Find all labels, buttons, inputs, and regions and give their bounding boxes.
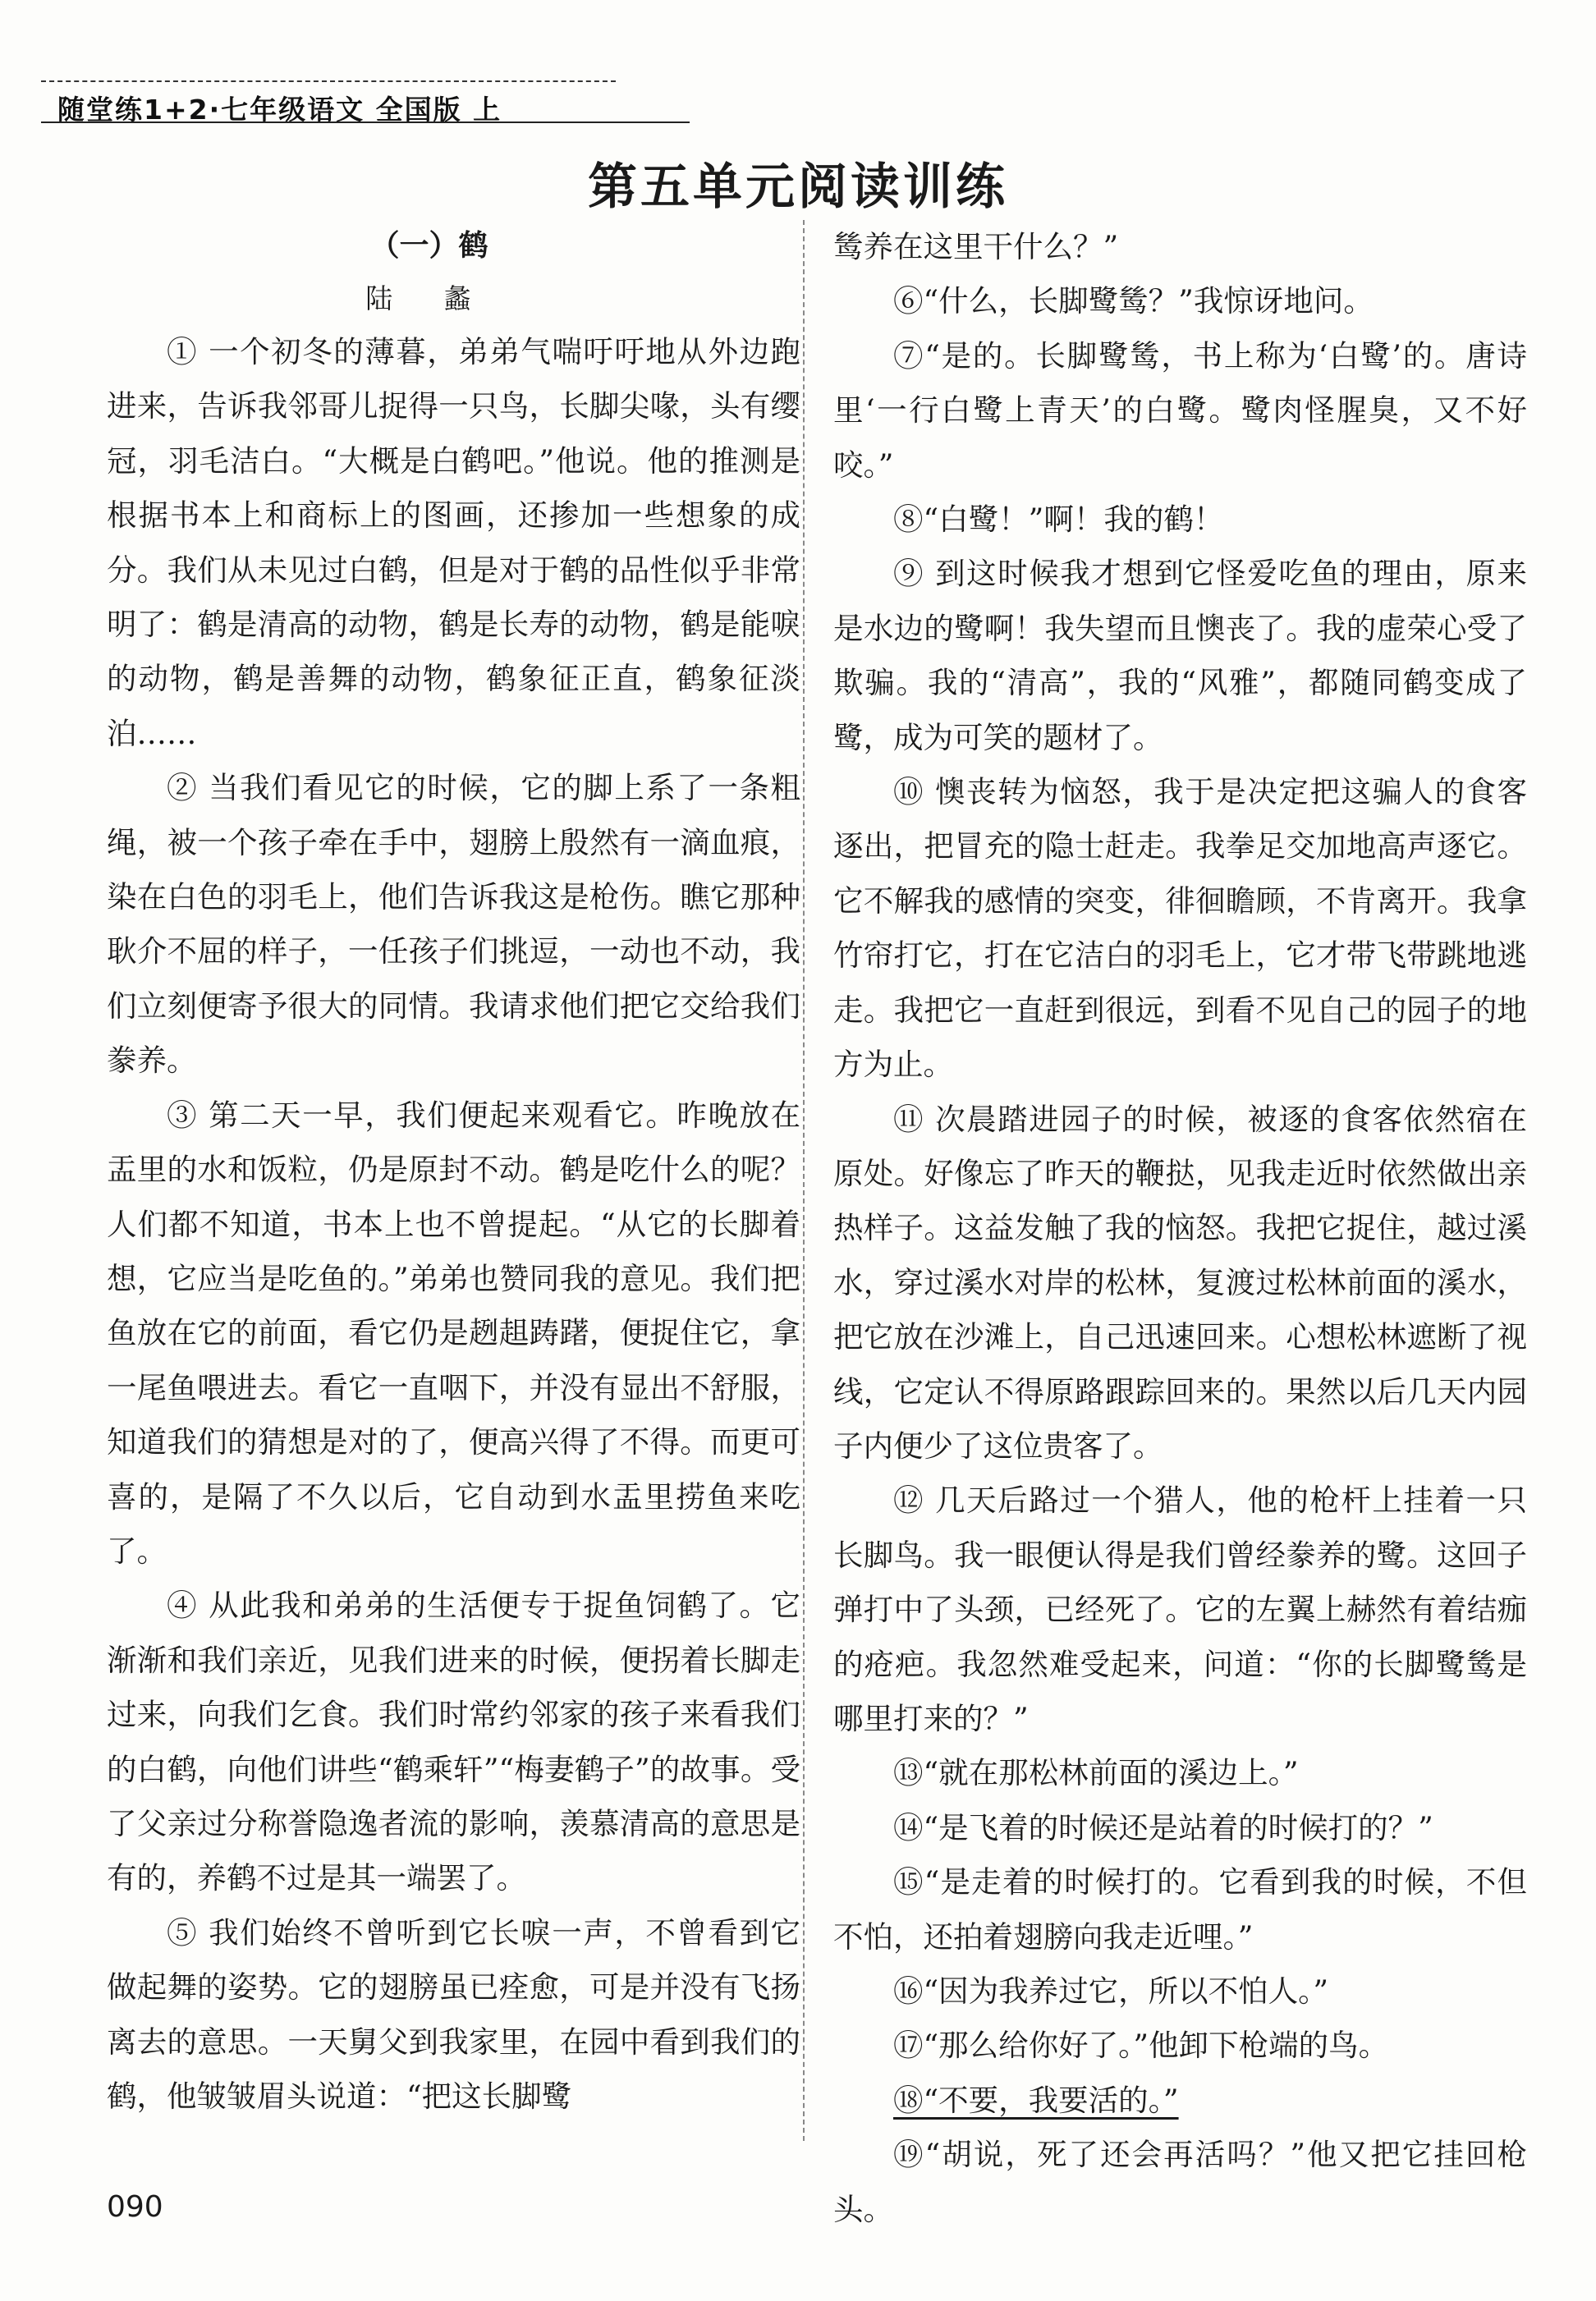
paragraph-12: ⑫ 几天后路过一个猎人，他的枪杆上挂着一只长脚鸟。我一眼便认得是我们曾经豢养的鹭。这回子弹打中了头颈，已经死了。它的左翼上赫然有着结痂的疮疤。我忽然难受起来，问道：“你的长脚鹭鸶是哪里打来的？” [833,1483,1527,1736]
page-number: 090 [107,2190,163,2224]
paragraph-13: ⑬“就在那松林前面的溪边上。” [893,1755,1299,1791]
paragraph-19: ⑲“胡说，死了还会再活吗？”他又把它挂回枪头。 [833,2137,1527,2227]
unit-title: 第五单元阅读训练 [588,158,1008,216]
underlined-sentence: ⑱“不要，我要活的。” [893,2082,1179,2118]
article-author: 陆 蠡 [365,282,493,314]
paragraph-14: ⑭“是飞着的时候还是站着的时候打的？” [893,1809,1433,1845]
paragraph-18 [833,2074,1527,2128]
header-rule [41,121,690,123]
paragraph-5: ⑤ 我们始终不曾听到它长唳一声，不曾看到它做起舞的姿势。它的翅膀虽已痊愈，可是并没有飞扬离去的意思。一天舅父到我家里，在园中看到我们的鹤，他皱皱眉头说道：“把这长脚鹭 [107,1914,800,2114]
paragraph-15: ⑮“是走着的时候打的。它看到我的时候，不但不怕，还拍着翅膀向我走近哩。” [833,1864,1527,1955]
paragraph-2: ② 当我们看见它的时候，它的脚上系了一条粗绳，被一个孩子牵在手中，翅膀上殷然有一滴血痕，染在白色的羽毛上，他们告诉我这是枪伤。瞧它那种耿介不屈的样子，一任孩子们挑逗，一动也不动，我们立刻便寄予很大的同情。我请求他们把它交给我们豢养。 [107,770,800,1079]
paragraph-9: ⑨ 到这时候我才想到它怪爱吃鱼的理由，原来是水边的鹭啊！我失望而且懊丧了。我的虚荣心受了欺骗。我的“清高”，我的“风雅”，都随同鹤变成了鹭，成为可笑的题材了。 [833,556,1527,755]
paragraph-6: ⑥“什么，长脚鹭鸶？”我惊讶地问。 [893,283,1374,319]
paragraph-16: ⑯“因为我养过它，所以不怕人。” [893,1973,1329,2009]
paragraph-5-continuation: 鸶养在这里干什么？” [833,229,1119,264]
column-divider [803,220,805,2141]
paragraph-4: ④ 从此我和弟弟的生活便专于捉鱼饲鹤了。它渐渐和我们亲近，见我们进来的时候，便拐着长脚走过来，向我们乞食。我们时常约邻家的孩子来看我们的白鹤，向他们讲些“鹤乘轩”“梅妻鹤子”的故事。受了父亲过分称誉隐逸者流的影响，羡慕清高的意思是有的，养鹤不过是其一端罢了。 [107,1588,800,1896]
paragraph-8: ⑧“白鹭！”啊！我的鹤！ [893,502,1224,538]
book-series-header: 随堂练1+2·七年级语文 全国版 上 [57,94,502,126]
paragraph-7: ⑦“是的。长脚鹭鸶，书上称为‘白鹭’的。唐诗里‘一行白鹭上青天’的白鹭。鹭肉怪腥臭，又不好咬。” [833,337,1527,483]
header-dashed-line [41,80,616,82]
paragraph-10: ⑩ 懊丧转为恼怒，我于是决定把这骗人的食客逐出，把冒充的隐士赶走。我拳足交加地高声逐它。它不解我的感情的突变，徘徊瞻顾，不肯离开。我拿竹帘打它，打在它洁白的羽毛上，它才带飞带跳地逃走。我把它一直赶到很远，到看不见自己的园子的地方为止。 [833,774,1527,1083]
article-label: （一）鹤 [369,229,488,263]
paragraph-3: ③ 第二天一早，我们便起来观看它。昨晚放在盂里的水和饭粒，仍是原封不动。鹤是吃什么的呢？人们都不知道，书本上也不曾提起。“从它的长脚着想，它应当是吃鱼的。”弟弟也赞同我的意见。我们把鱼放在它的前面，看它仍是趔趄踌躇，便捉住它，拿一尾鱼喂进去。看它一直咽下，并没有显出不舒服，知道我们的猜想是对的了，便高兴得了不得。而更可喜的，是隔了不久以后，它自动到水盂里捞鱼来吃了。 [107,1097,800,1569]
paragraph-11: ⑪ 次晨踏进园子的时候，被逐的食客依然宿在原处。好像忘了昨天的鞭挞，见我走近时依然做出亲热样子。这益发触了我的恼怒。我把它捉住，越过溪水，穿过溪水对岸的松林，复渡过松林前面的溪水，把它放在沙滩上，自己迅速回来。心想松林遮断了视线，它定认不得原路跟踪回来的。果然以后几天内园子内便少了这位贵客了。 [833,1101,1527,1464]
paragraph-1: ① 一个初冬的薄暮，弟弟气喘吁吁地从外边跑进来，告诉我邻哥儿捉得一只鸟，长脚尖喙，头有缨冠，羽毛洁白。“大概是白鹤吧。”他说。他的推测是根据书本上和商标上的图画，还掺加一些想象的成分。我们从未见过白鹤，但是对于鹤的品性似乎非常明了：鹤是清高的动物，鹤是长寿的动物，鹤是能唳的动物，鹤是善舞的动物，鹤象征正直，鹤象征淡泊…… [107,334,800,751]
left-column [107,220,800,2124]
paragraph-17: ⑰“那么给你好了。”他卸下枪端的鸟。 [893,2028,1389,2064]
right-column [833,220,1527,2237]
